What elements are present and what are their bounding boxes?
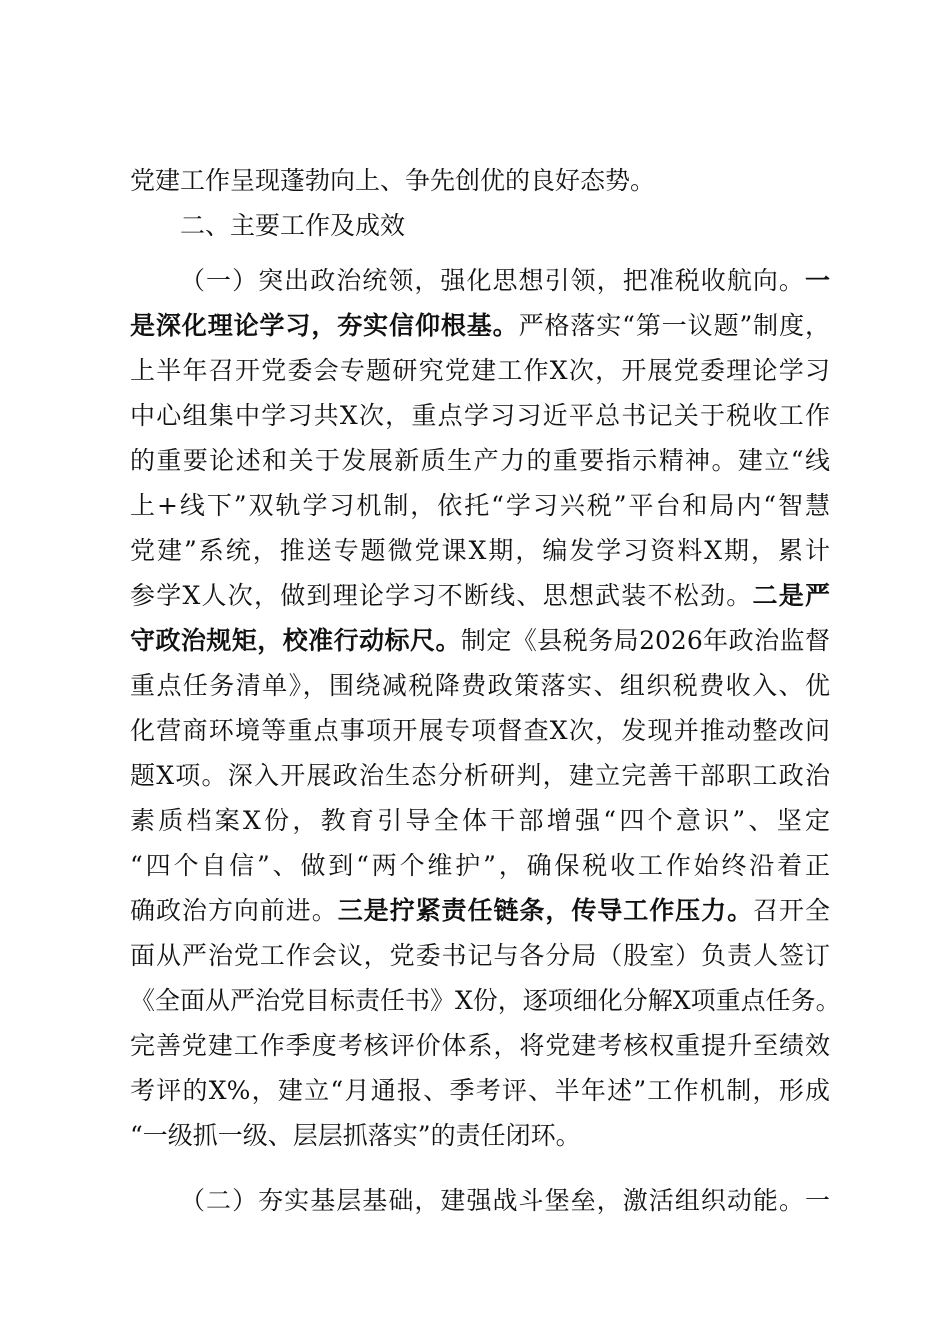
paragraph-line (130, 528, 830, 573)
paragraph-line (130, 843, 830, 888)
paragraph-line (130, 708, 830, 753)
paragraph-line (130, 348, 830, 393)
line-text: 制定《县税务局2026年政治监督 (460, 626, 830, 655)
line-text: 上+线下”双轨学习机制，依托“学习兴税”平台和局内“智慧 (130, 491, 830, 520)
line-text-tail: 召开全 (753, 896, 830, 925)
subsection-heading-line (130, 1178, 830, 1223)
paragraph-line (130, 573, 830, 618)
line-text: 严格落实“第一议题”制度， (518, 311, 830, 340)
line-text: “四个自信”、做到“两个维护”，确保税收工作始终沿着正 (130, 851, 830, 880)
line-text: “一级抓一级、层层抓落实”的责任闭环。 (130, 1121, 581, 1150)
paragraph-line (130, 438, 830, 483)
bold-lead-text: 一 (804, 266, 830, 295)
bold-lead-text: 守政治规矩，校准行动标尺。 (130, 626, 461, 655)
line-text: 党建”系统，推送专题微党课X期，编发学习资料X期，累计 (130, 536, 830, 565)
line-text: 面从严治党工作会议，党委书记与各分局（股室）负责人签订 (130, 941, 830, 970)
paragraph-line (130, 753, 830, 798)
bold-lead-text: 三是拧紧责任链条，传导工作压力。 (337, 896, 754, 925)
heading-text: 二、主要工作及成效 (180, 211, 406, 240)
line-text: 《全面从严治党目标责任书》X份，逐项细化分解X项重点任务。 (130, 986, 841, 1015)
paragraph-line (130, 393, 830, 438)
bold-lead-text: 二是严 (752, 581, 830, 610)
line-text: 党建工作呈现蓬勃向上、争先创优的良好态势。 (130, 166, 656, 195)
paragraph-line (130, 483, 830, 528)
line-text: 上半年召开党委会专题研究党建工作X次，开展党委理论学习 (130, 356, 830, 385)
line-text: 中心组集中学习共X次，重点学习习近平总书记关于税收工作 (130, 401, 830, 430)
paragraph-line (130, 978, 841, 1023)
line-text: 化营商环境等重点事项开展专项督查X次，发现并推动整改问 (130, 716, 830, 745)
paragraph-line (130, 1068, 830, 1113)
paragraph-line (130, 158, 830, 203)
bold-lead-text: 是深化理论学习，夯实信仰根基。 (130, 311, 519, 340)
paragraph-line (130, 1023, 830, 1068)
paragraph-line (130, 1113, 830, 1158)
subsection-heading-line (130, 258, 830, 303)
paragraph-line (130, 663, 830, 708)
line-text: 题X项。深入开展政治生态分析研判，建立完善干部职工政治 (130, 761, 830, 790)
line-text: 的重要论述和关于发展新质生产力的重要指示精神。建立“线 (130, 446, 830, 475)
line-text: 参学X人次，做到理论学习不断线、思想武装不松劲。 (130, 581, 753, 610)
section-heading (130, 203, 830, 248)
subsection-heading-text: （二）夯实基层基础，建强战斗堡垒，激活组织动能。一 (180, 1186, 830, 1215)
paragraph-line (130, 303, 830, 348)
paragraph-line (130, 888, 830, 933)
line-text: 素质档案X份，教育引导全体干部增强“四个意识”、坚定 (130, 806, 830, 835)
paragraph-line (130, 933, 830, 978)
line-text: 确政治方向前进。 (130, 896, 338, 925)
document-body (130, 158, 841, 1223)
line-text: 重点任务清单》，围绕减税降费政策落实、组织税费收入、优 (130, 671, 830, 700)
line-text: 完善党建工作季度考核评价体系，将党建考核权重提升至绩效 (130, 1031, 830, 1060)
line-text: 考评的X%，建立“月通报、季考评、半年述”工作机制，形成 (130, 1076, 830, 1105)
subsection-heading-text: （一）突出政治统领，强化思想引领，把准税收航向。 (180, 266, 805, 295)
paragraph-line (130, 798, 830, 843)
paragraph-line (130, 618, 830, 663)
